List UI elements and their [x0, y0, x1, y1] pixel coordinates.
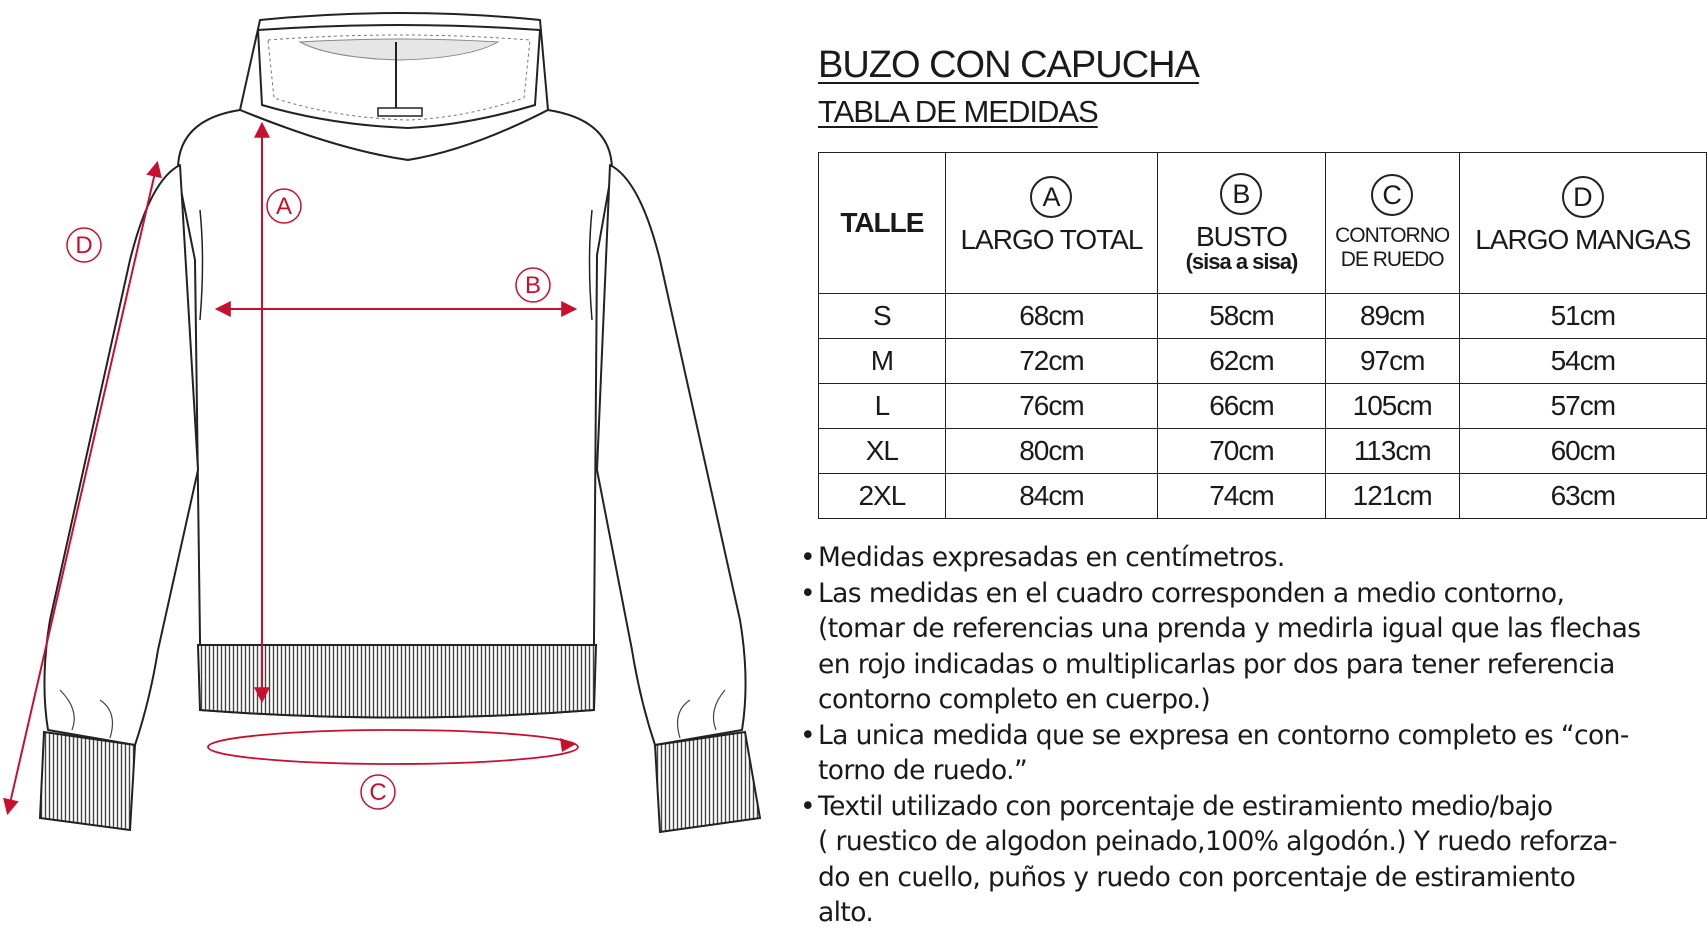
size-cell: 2XL	[819, 474, 946, 519]
note-item: • Las medidas en el cuadro corresponden a medio contorno, (tomar de referencias una prenda y medirla igual que las flechas en rojo indicadas o multiplicarlas por dos para tener referencia contorno completo en cuerpo.)	[800, 577, 1641, 715]
letter-badge: D	[1562, 176, 1604, 218]
label-d: D	[75, 232, 93, 259]
table-row	[819, 474, 1707, 519]
largo-total-cell: 84cm	[945, 474, 1157, 519]
contorno-cell: 121cm	[1325, 474, 1459, 519]
note-item: • Textil utilizado con porcentaje de estiramiento medio/bajo ( ruestico de algodon peinado,100% algodón.) Y ruedo reforza- do en cuello, puños y ruedo con porcentaje de estiramiento alto.	[800, 790, 1618, 928]
busto-cell: 58cm	[1158, 294, 1326, 339]
largo-mangas-cell: 54cm	[1459, 339, 1706, 384]
busto-cell: 62cm	[1158, 339, 1326, 384]
busto-cell: 66cm	[1158, 384, 1326, 429]
size-cell: XL	[819, 429, 946, 474]
label-b: B	[524, 272, 542, 299]
letter-badge: C	[1371, 174, 1413, 216]
contorno-cell: 89cm	[1325, 294, 1459, 339]
size-cell: M	[819, 339, 946, 384]
largo-mangas-cell: 51cm	[1459, 294, 1706, 339]
contorno-cell: 113cm	[1325, 429, 1459, 474]
bullet-icon: •	[800, 542, 816, 573]
contorno-cell: 105cm	[1325, 384, 1459, 429]
largo-mangas-cell: 57cm	[1459, 384, 1706, 429]
measure-c-ellipse	[208, 730, 578, 764]
label-a: A	[275, 193, 293, 220]
header-busto: B BUSTO (sisa a sisa)	[1158, 153, 1326, 294]
table-row	[819, 294, 1707, 339]
largo-mangas-cell: 63cm	[1459, 474, 1706, 519]
largo-total-cell: 72cm	[945, 339, 1157, 384]
header-talle: TALLE	[819, 153, 946, 294]
header-largo-mangas: D LARGO MANGAS	[1459, 153, 1706, 294]
header-largo-total: A LARGO TOTAL	[945, 153, 1157, 294]
busto-cell: 74cm	[1158, 474, 1326, 519]
busto-cell: 70cm	[1158, 429, 1326, 474]
notes-list	[800, 540, 1700, 931]
note-item: • Medidas expresadas en centímetros.	[800, 540, 1700, 576]
largo-total-cell: 76cm	[945, 384, 1157, 429]
largo-total-cell: 68cm	[945, 294, 1157, 339]
hoodie-diagram	[0, 0, 770, 932]
table-row	[819, 384, 1707, 429]
largo-total-cell: 80cm	[945, 429, 1157, 474]
letter-badge: B	[1220, 173, 1262, 215]
header-contorno: C CONTORNO DE RUEDO	[1325, 153, 1459, 294]
letter-badge: A	[1030, 176, 1072, 218]
size-cell: L	[819, 384, 946, 429]
table-row	[819, 429, 1707, 474]
right-sleeve	[597, 165, 746, 745]
table-row	[819, 339, 1707, 384]
hoodie-body	[178, 110, 612, 718]
size-table-header	[819, 153, 1707, 294]
bullet-icon: •	[800, 790, 816, 822]
contorno-cell: 97cm	[1325, 339, 1459, 384]
size-cell: S	[819, 294, 946, 339]
bullet-icon: •	[800, 577, 816, 609]
right-cuff	[655, 732, 760, 832]
bullet-icon: •	[800, 719, 816, 751]
page-subtitle: TABLA DE MEDIDAS	[818, 94, 1098, 129]
note-item: • La unica medida que se expresa en contorno completo es “con- torno de ruedo.”	[800, 719, 1629, 786]
page-title: BUZO CON CAPUCHA	[818, 44, 1199, 86]
label-c: C	[369, 779, 387, 806]
largo-mangas-cell: 60cm	[1459, 429, 1706, 474]
hem-rib	[198, 645, 596, 718]
left-sleeve	[44, 165, 198, 745]
left-cuff	[40, 732, 135, 830]
size-table	[818, 152, 1707, 519]
